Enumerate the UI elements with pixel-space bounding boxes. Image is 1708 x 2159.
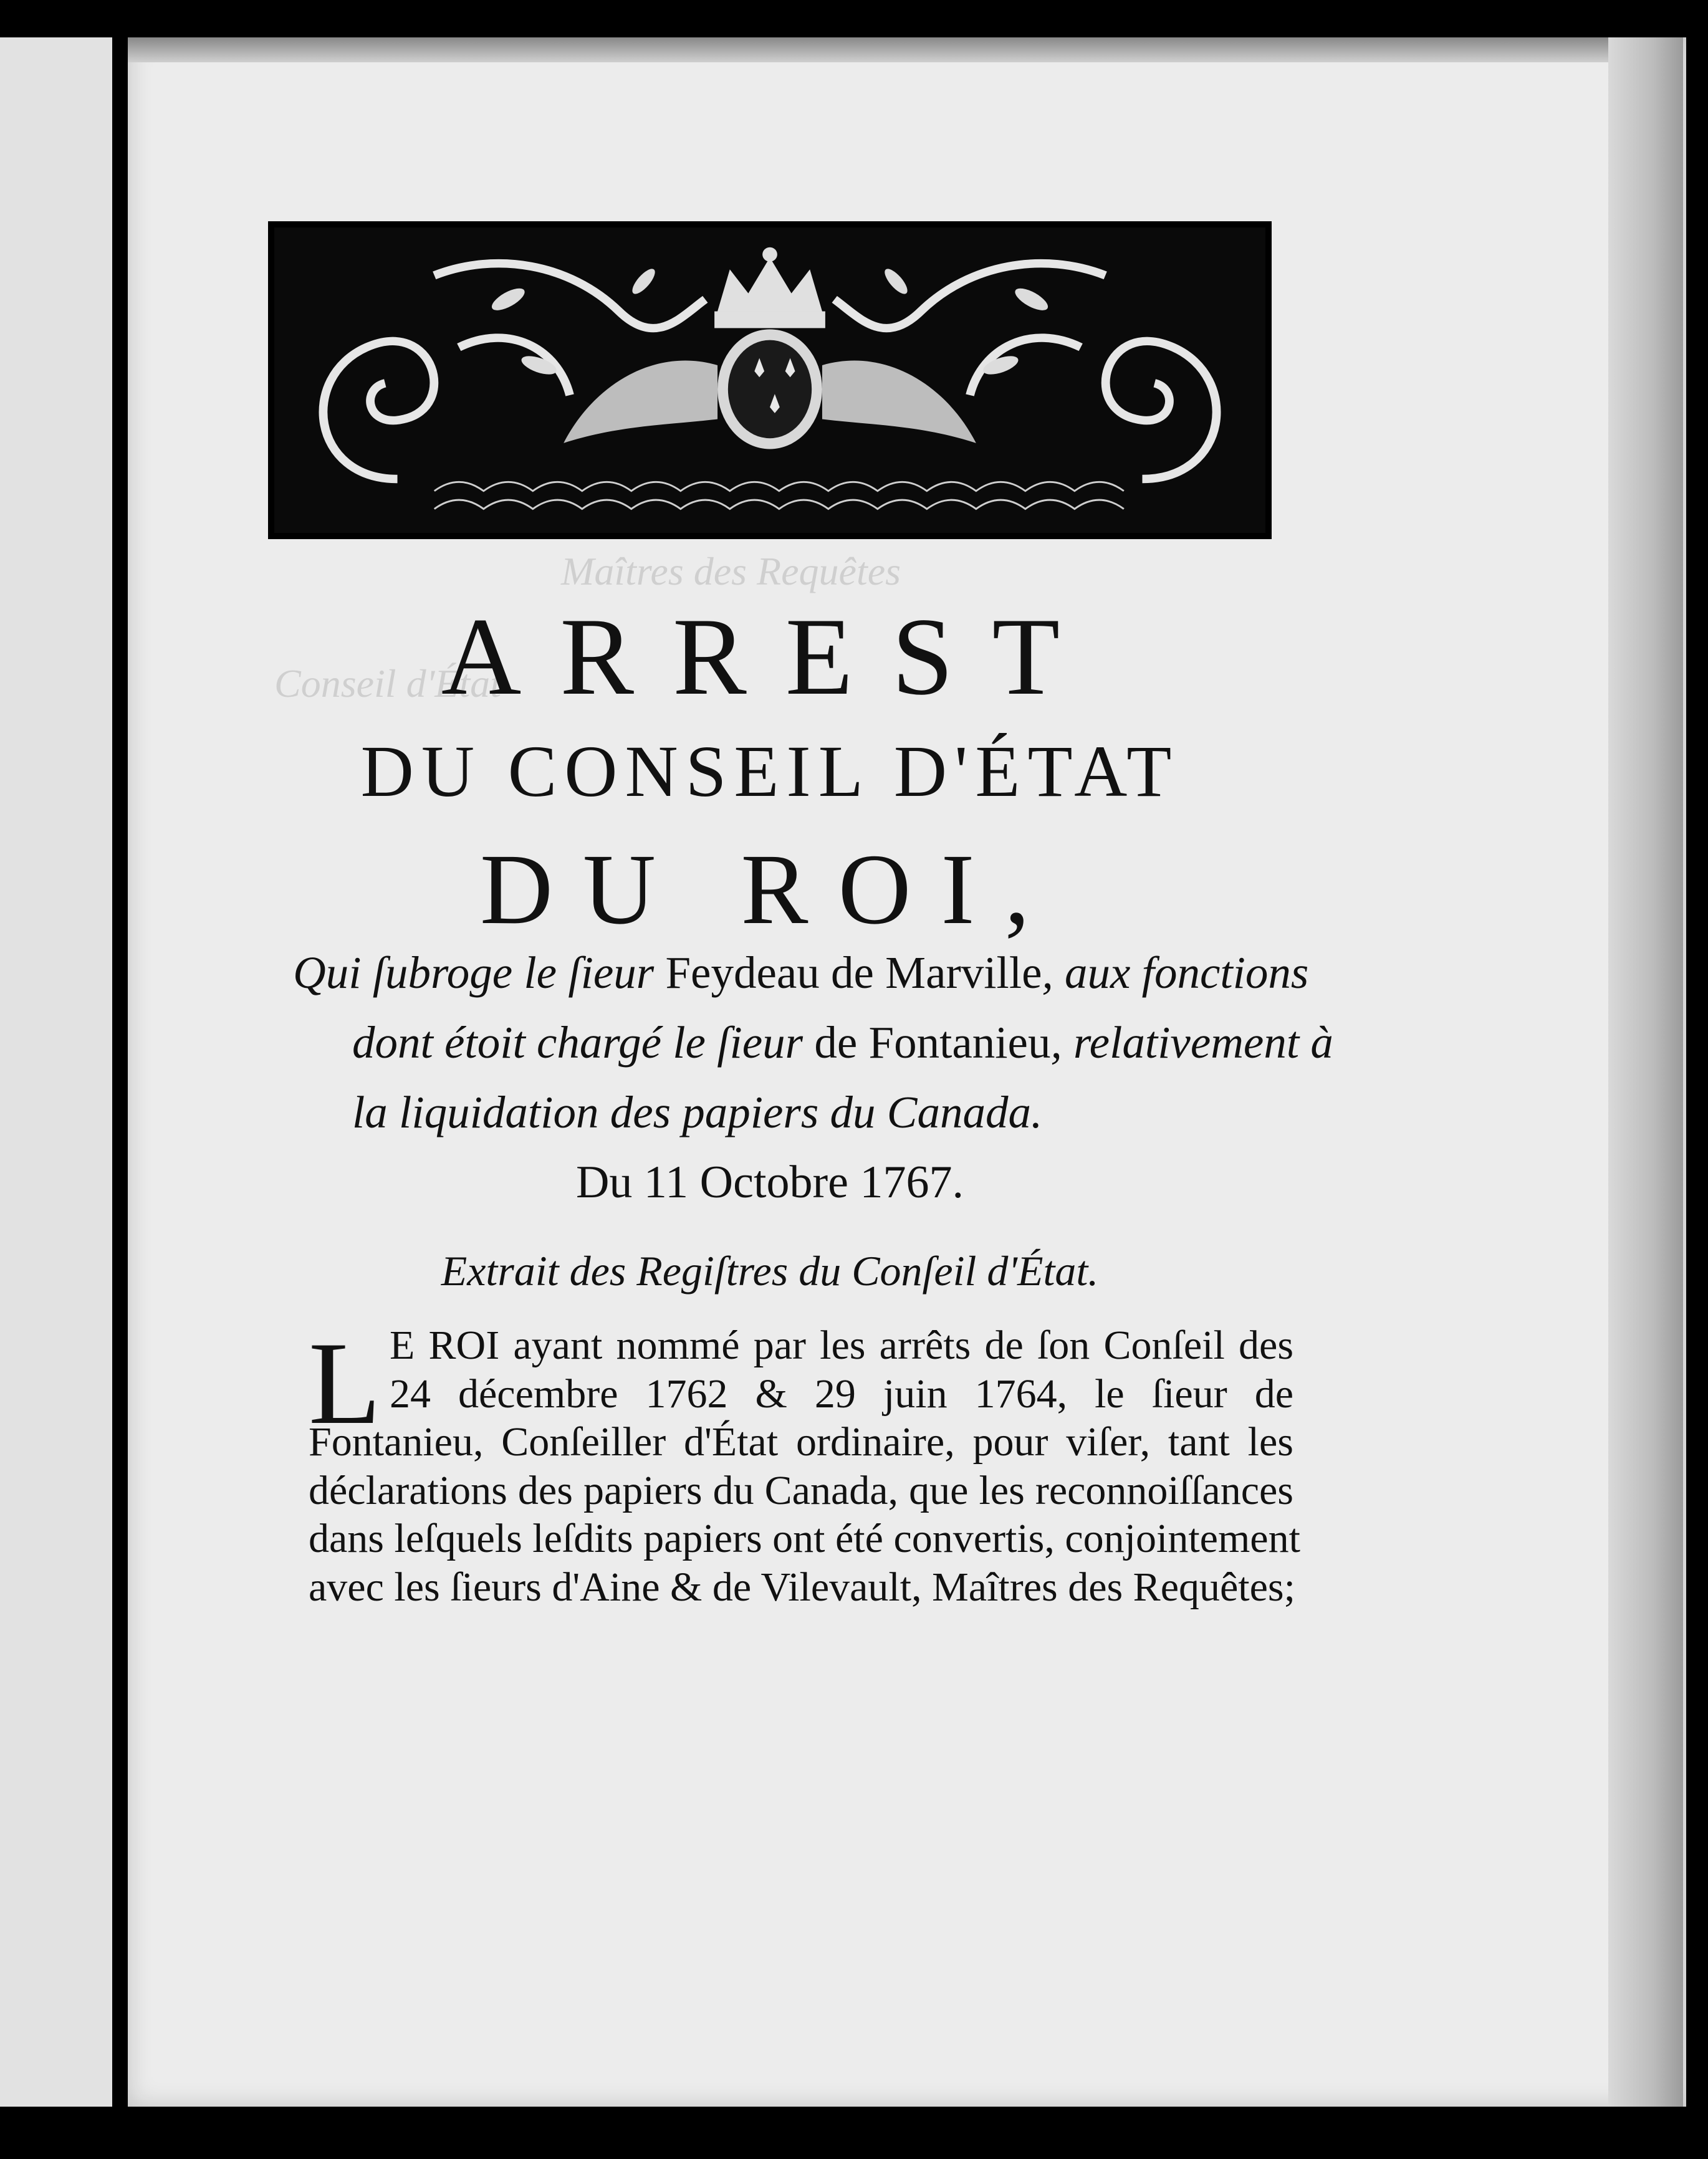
body-line-2: 24 décembre 1762 & 29 juin 1764, le ſieur de	[390, 1371, 1293, 1417]
subtitle-text: dont étoit chargé le ſieur	[352, 1017, 815, 1068]
royal-headpiece-ornament	[268, 221, 1272, 539]
subtitle-text: , relativement à	[1050, 1017, 1333, 1068]
body-line-4: déclarations des papiers du Canada, que les reconnoiſſances	[309, 1467, 1293, 1513]
subtitle-line-2	[293, 1008, 1333, 1078]
body-smallcaps: E ROI	[390, 1323, 500, 1368]
body-line-5: dans leſquels leſdits papiers ont été convertis, conjointement	[309, 1516, 1300, 1561]
title-arrest: ARREST	[441, 595, 1099, 718]
body-text: ayant nommé par les arrêts de ſon Conſeil des	[499, 1323, 1293, 1368]
subtitle-line-1	[293, 938, 1309, 1008]
body-line-1	[309, 1321, 1293, 1370]
subtitle-text: la liquidation des papiers du Canada.	[352, 1087, 1043, 1137]
body-line-3: Fontanieu, Conſeiller d'État ordinaire, pour viſer, tant les	[309, 1419, 1293, 1465]
title-du-roi: DU ROI,	[480, 834, 1060, 945]
extrait-heading: Extrait des Regiſtres du Conſeil d'État.	[441, 1247, 1099, 1295]
subtitle-text: Qui ſubroge le ſieur	[293, 947, 666, 998]
royal-crown-fleur-de-lis-icon	[274, 227, 1265, 533]
subtitle-name: Feydeau de Marville	[665, 947, 1042, 998]
body-paragraph	[309, 1318, 1300, 1611]
subtitle-text: , aux fonctions	[1042, 947, 1309, 998]
bleed-through-text: Maîtres des Requêtes	[561, 549, 901, 593]
subtitle-name: de Fontanieu	[814, 1017, 1051, 1068]
decree-date: Du 11 Octobre 1767.	[575, 1157, 964, 1208]
title-du-conseil: DU CONSEIL D'ÉTAT	[360, 730, 1179, 812]
page-stack-edge	[1608, 37, 1683, 2107]
subtitle-line-3	[293, 1078, 1297, 1147]
body-line-6: avec les ſieurs d'Aine & de Vilevault, Maîtres des Requêtes;	[309, 1564, 1295, 1610]
bleed-through-text: Conseil d'État	[274, 661, 501, 706]
page-top-shadow	[128, 37, 1624, 62]
subtitle-block	[293, 938, 1333, 1147]
drop-cap: L	[309, 1318, 381, 1449]
facing-page-edge	[0, 37, 112, 2107]
